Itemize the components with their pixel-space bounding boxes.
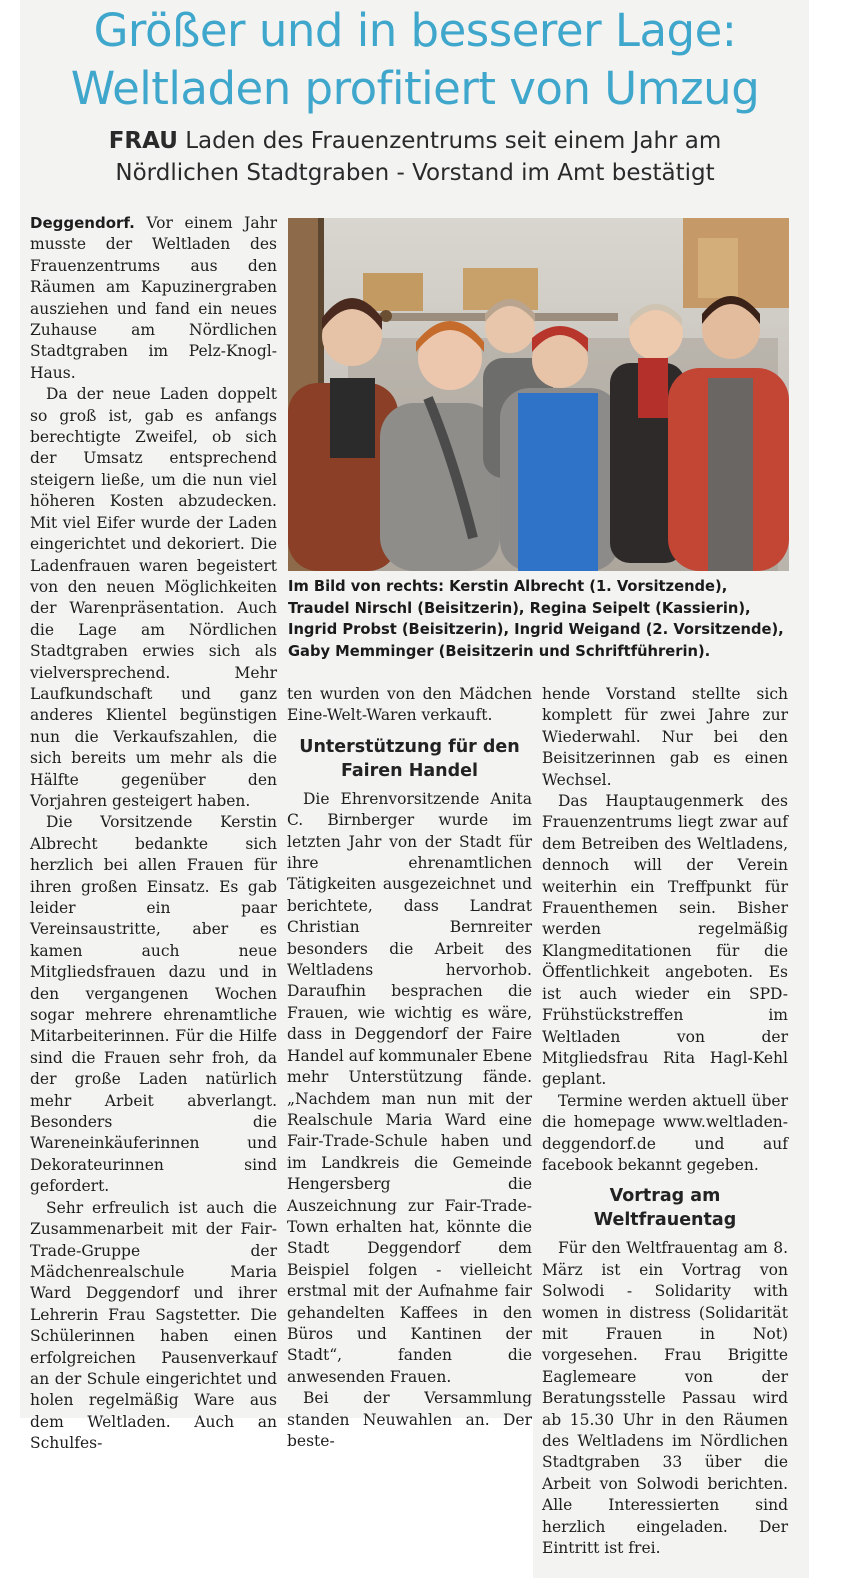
subheadline-line-1 <box>24 125 806 157</box>
photo-caption: Im Bild von rechts: Kerstin Albrecht (1. Vorsitzende), Traudel Nirschl (Beisitzerin), Regina Seipelt (Kassierin), Ingrid Probst (Beisitzerin), Ingrid Weigand (2. Vorsitzende), Gaby Memminger (Beisitzerin und Schriftführerin). <box>288 578 784 660</box>
section-heading: Vortrag am Weltfrauentag <box>593 1186 737 1231</box>
subheadline-line-1-text: Laden des Frauenzentrums seit einem Jahr am <box>177 128 722 154</box>
kicker: FRAU <box>108 128 178 154</box>
paragraph: Die Ehrenvorsitzende Anita C. Birnberger wurde im letzten Jahr von der Stadt für ihre ehrenamtlichen Tätigkeiten ausgezeichnet und berichtete, dass Landrat Christian Bernreiter besonders die Arbeit des Weltladens hervorhob. Daraufhin besprachen die Frauen, wie wichtig es wäre, dass in Deggendorf der Faire Handel auf kommunaler Ebene mehr Unterstützung fände. „Nachdem man nun mit der Realschule Maria Ward eine Fair-Trade-Schule haben und im Landkreis die Gemeinde Hengersberg die Auszeichnung zur Fair-Trade-Town erhalten hat, könnte die Stadt Deggendorf dem Beispiel folgen - vielleicht erstmal mit der Aufnahme fair gehandelten Kaffees in den Büros und Kantinen der Stadt“, fanden die anwesenden Frauen. <box>287 789 532 1386</box>
section-heading: Unterstützung für den Fairen Handel <box>299 736 520 781</box>
article-column-2 <box>287 684 532 1452</box>
group-photo <box>288 218 789 571</box>
paragraph: Das Hauptaugenmerk des Frauenzentrums liegt zwar auf dem Betreiben des Weltladens, dennoch will der Verein weiterhin ein Treffpunkt für Frauenthemen sein. Bisher werden regelmäßig Klangmeditationen für die Öffentlichkeit angeboten. Es ist auch wieder ein SPD-Frühstückstreffen im Weltladen von der Mitgliedsfrau Rita Hagl-Kehl geplant. <box>542 792 788 1089</box>
paragraph: ten wurden von den Mädchen Eine-Welt-Waren verkauft. <box>287 685 532 725</box>
paragraph <box>30 213 277 384</box>
headline-line-2: Weltladen profitiert von Umzug <box>70 62 760 115</box>
paragraph: Da der neue Laden doppelt so groß ist, gab es anfangs berechtigte Zweifel, ob sich der Umsatz entsprechend steigern ließe, um die nun viel höheren Kosten abzudecken. Mit viel Eifer wurde der Laden eingerichtet und dekoriert. Die Ladenfrauen waren begeistert von den neuen Möglichkeiten der Warenpräsentation. Auch die Lage am Nördlichen Stadtgraben erwies sich als vielversprechend. Mehr Laufkundschaft und ganz anderes Klientel begünstigen nun die Verkaufszahlen, die sich bereits um mehr als die Hälfte gegenüber den Vorjahren gesteigert haben. <box>30 385 277 810</box>
paragraph: Sehr erfreulich ist auch die Zusammenarbeit mit der Fair-Trade-Gruppe der Mädchenrealschule Maria Ward Deggendorf und ihrer Lehrerin Frau Sagstetter. Die Schülerinnen haben einen erfolgreichen Pausenverkauf an der Schule eingerichtet und holen regelmäßig Ware aus dem Weltladen. Auch an Schulfes- <box>30 1198 277 1453</box>
dateline: Deggendorf. <box>30 214 135 232</box>
paragraph: Termine werden aktuell über die homepage www.weltladen-deggendorf.de und auf facebook bekannt gegeben. <box>542 1091 788 1174</box>
article-column-3 <box>542 684 788 1559</box>
paragraph: Für den Weltfrauentag am 8. März ist ein Vortrag von Solwodi - Solidarity with women in distress (Solidarität mit Frauen in Not) vorgesehen. Frau Brigitte Eaglemeare von der Beratungsstelle Passau wird ab 15.30 Uhr in den Räumen des Weltladens im Nördlichen Stadtgraben 33 über die Arbeit von Solwodi berichten. Alle Interessierten sind herzlich eingeladen. Der Eintritt ist frei. <box>542 1239 788 1558</box>
headline-line-1: Größer und in besserer Lage: <box>93 4 737 57</box>
paragraph-text: Vor einem Jahr musste der Weltladen des Frauenzentrums aus den Räumen am Kapuzinergraben ausziehen und fand ein neues Zuhause am Nördlichen Stadtgraben im Pelz-Knogl-Haus. <box>30 214 277 382</box>
paragraph: Die Vorsitzende Kerstin Albrecht bedankte sich herzlich bei allen Frauen für ihren großen Einsatz. Es gab leider ein paar Vereinsaustritte, aber es kamen auch neue Mitgliedsfrauen dazu und in den vergangenen Wochen sogar mehrere ehrenamtliche Mitarbeiterinnen. Für die Hilfe sind die Frauen sehr froh, da der große Laden natürlich mehr Arbeit abverlangt. Besonders die Wareneinkäuferinnen und Dekorateurinnen sind gefordert. <box>30 813 277 1196</box>
paragraph: Bei der Versammlung standen Neuwahlen an. Der beste- <box>287 1389 532 1450</box>
group-photo-image <box>288 218 789 571</box>
subheadline-line-2: Nördlichen Stadtgraben - Vorstand im Amt bestätigt <box>115 160 715 186</box>
paragraph: hende Vorstand stellte sich komplett für zwei Jahre zur Wiederwahl. Nur bei den Beisitzerinnen gab es einen Wechsel. <box>542 685 788 789</box>
article-column-1 <box>30 213 277 1455</box>
